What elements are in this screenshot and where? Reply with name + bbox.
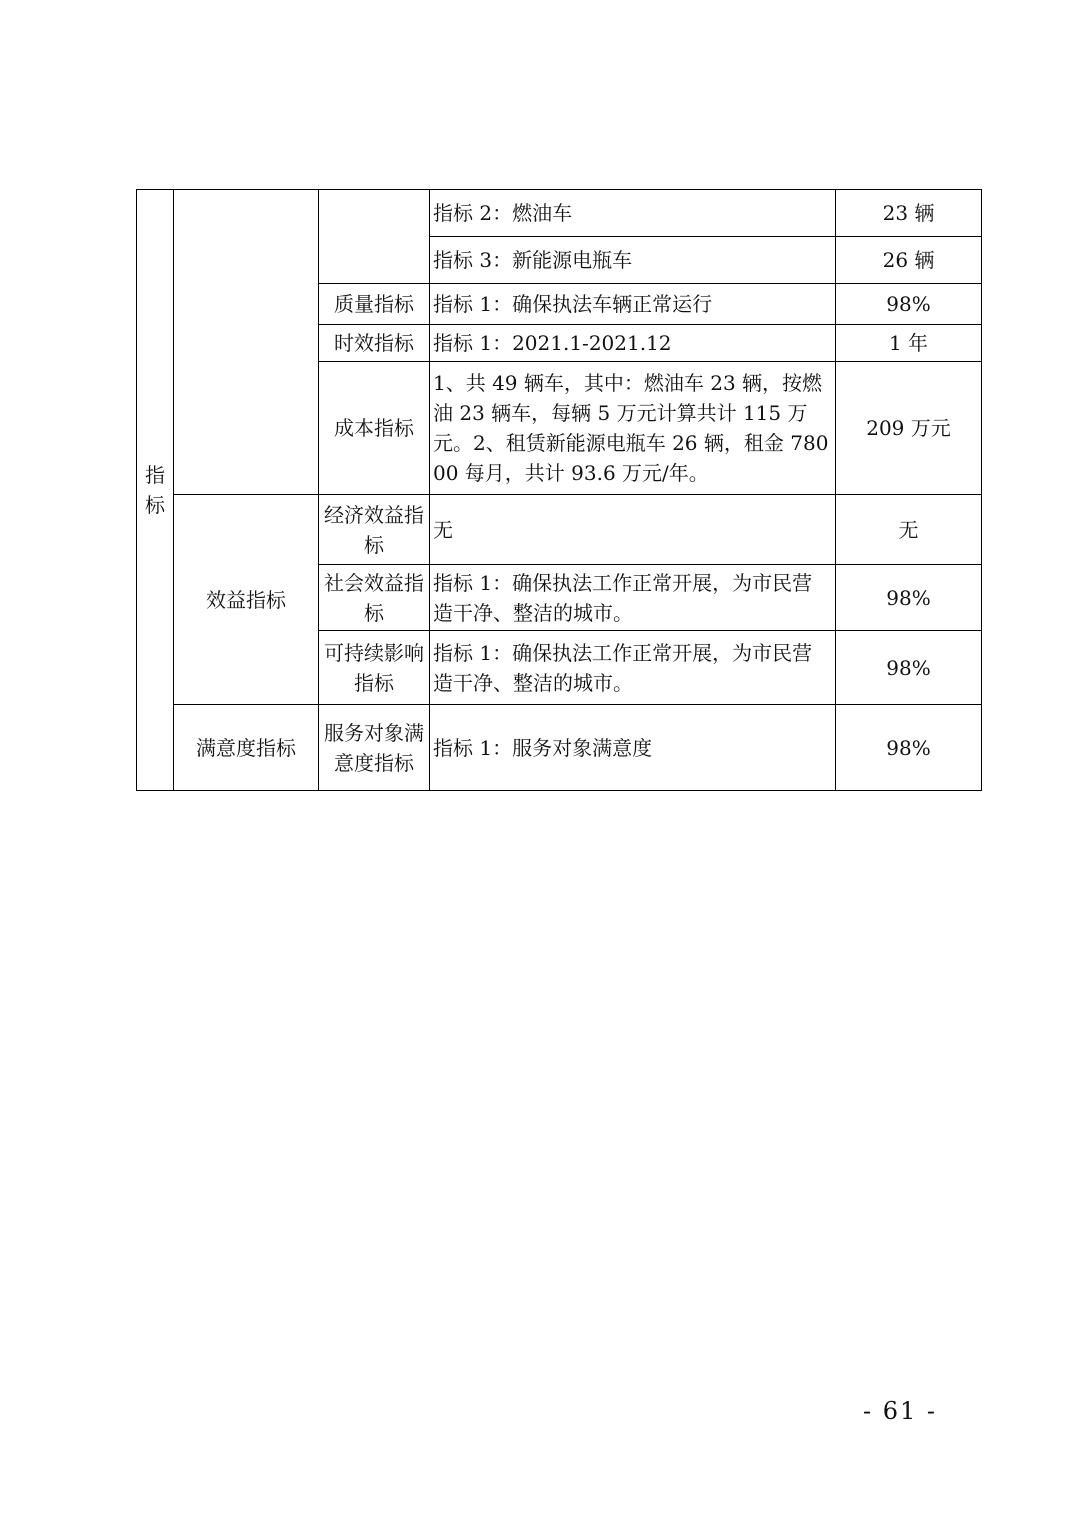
category-cell: 可持续影响指标 [319, 631, 430, 705]
value-cell: 98% [836, 565, 982, 631]
category-cell: 服务对象满意度指标 [319, 705, 430, 791]
level2-output-cell [174, 190, 319, 495]
category-cell: 质量指标 [319, 284, 430, 325]
value-cell: 98% [836, 284, 982, 325]
performance-indicator-table [136, 189, 982, 791]
category-cell: 时效指标 [319, 325, 430, 362]
indicator-cell: 1、共 49 辆车，其中：燃油车 23 辆，按燃油 23 辆车，每辆 5 万元计算共计 115 万元。2、租赁新能源电瓶车 26 辆，租金 78000 每月，共计 93.6 万元/年。 [430, 362, 836, 495]
indicator-cell: 指标 1：确保执法车辆正常运行 [430, 284, 836, 325]
indicator-cell: 指标 1：服务对象满意度 [430, 705, 836, 791]
value-cell: 98% [836, 705, 982, 791]
value-cell: 26 辆 [836, 237, 982, 284]
value-cell: 无 [836, 495, 982, 565]
table-row [137, 705, 982, 791]
value-cell: 209 万元 [836, 362, 982, 495]
indicator-cell: 指标 1：确保执法工作正常开展，为市民营造干净、整洁的城市。 [430, 631, 836, 705]
level3-quantity-cell [319, 190, 430, 284]
group-cell: 满意度指标 [174, 705, 319, 791]
page-number: - 61 - [862, 1397, 937, 1425]
indicator-cell: 指标 1：2021.1-2021.12 [430, 325, 836, 362]
indicator-cell: 无 [430, 495, 836, 565]
indicator-cell: 指标 3：新能源电瓶车 [430, 237, 836, 284]
value-cell: 1 年 [836, 325, 982, 362]
level1-label: 指 标 [145, 463, 165, 517]
value-cell: 98% [836, 631, 982, 705]
level1-indicator-cell [137, 190, 174, 791]
indicator-cell: 指标 2：燃油车 [430, 190, 836, 237]
category-cell: 经济效益指标 [319, 495, 430, 565]
value-cell: 23 辆 [836, 190, 982, 237]
category-cell: 成本指标 [319, 362, 430, 495]
indicator-cell: 指标 1：确保执法工作正常开展，为市民营造干净、整洁的城市。 [430, 565, 836, 631]
group-cell: 效益指标 [174, 495, 319, 705]
table-row [137, 495, 982, 565]
category-cell: 社会效益指标 [319, 565, 430, 631]
table-row [137, 190, 982, 237]
